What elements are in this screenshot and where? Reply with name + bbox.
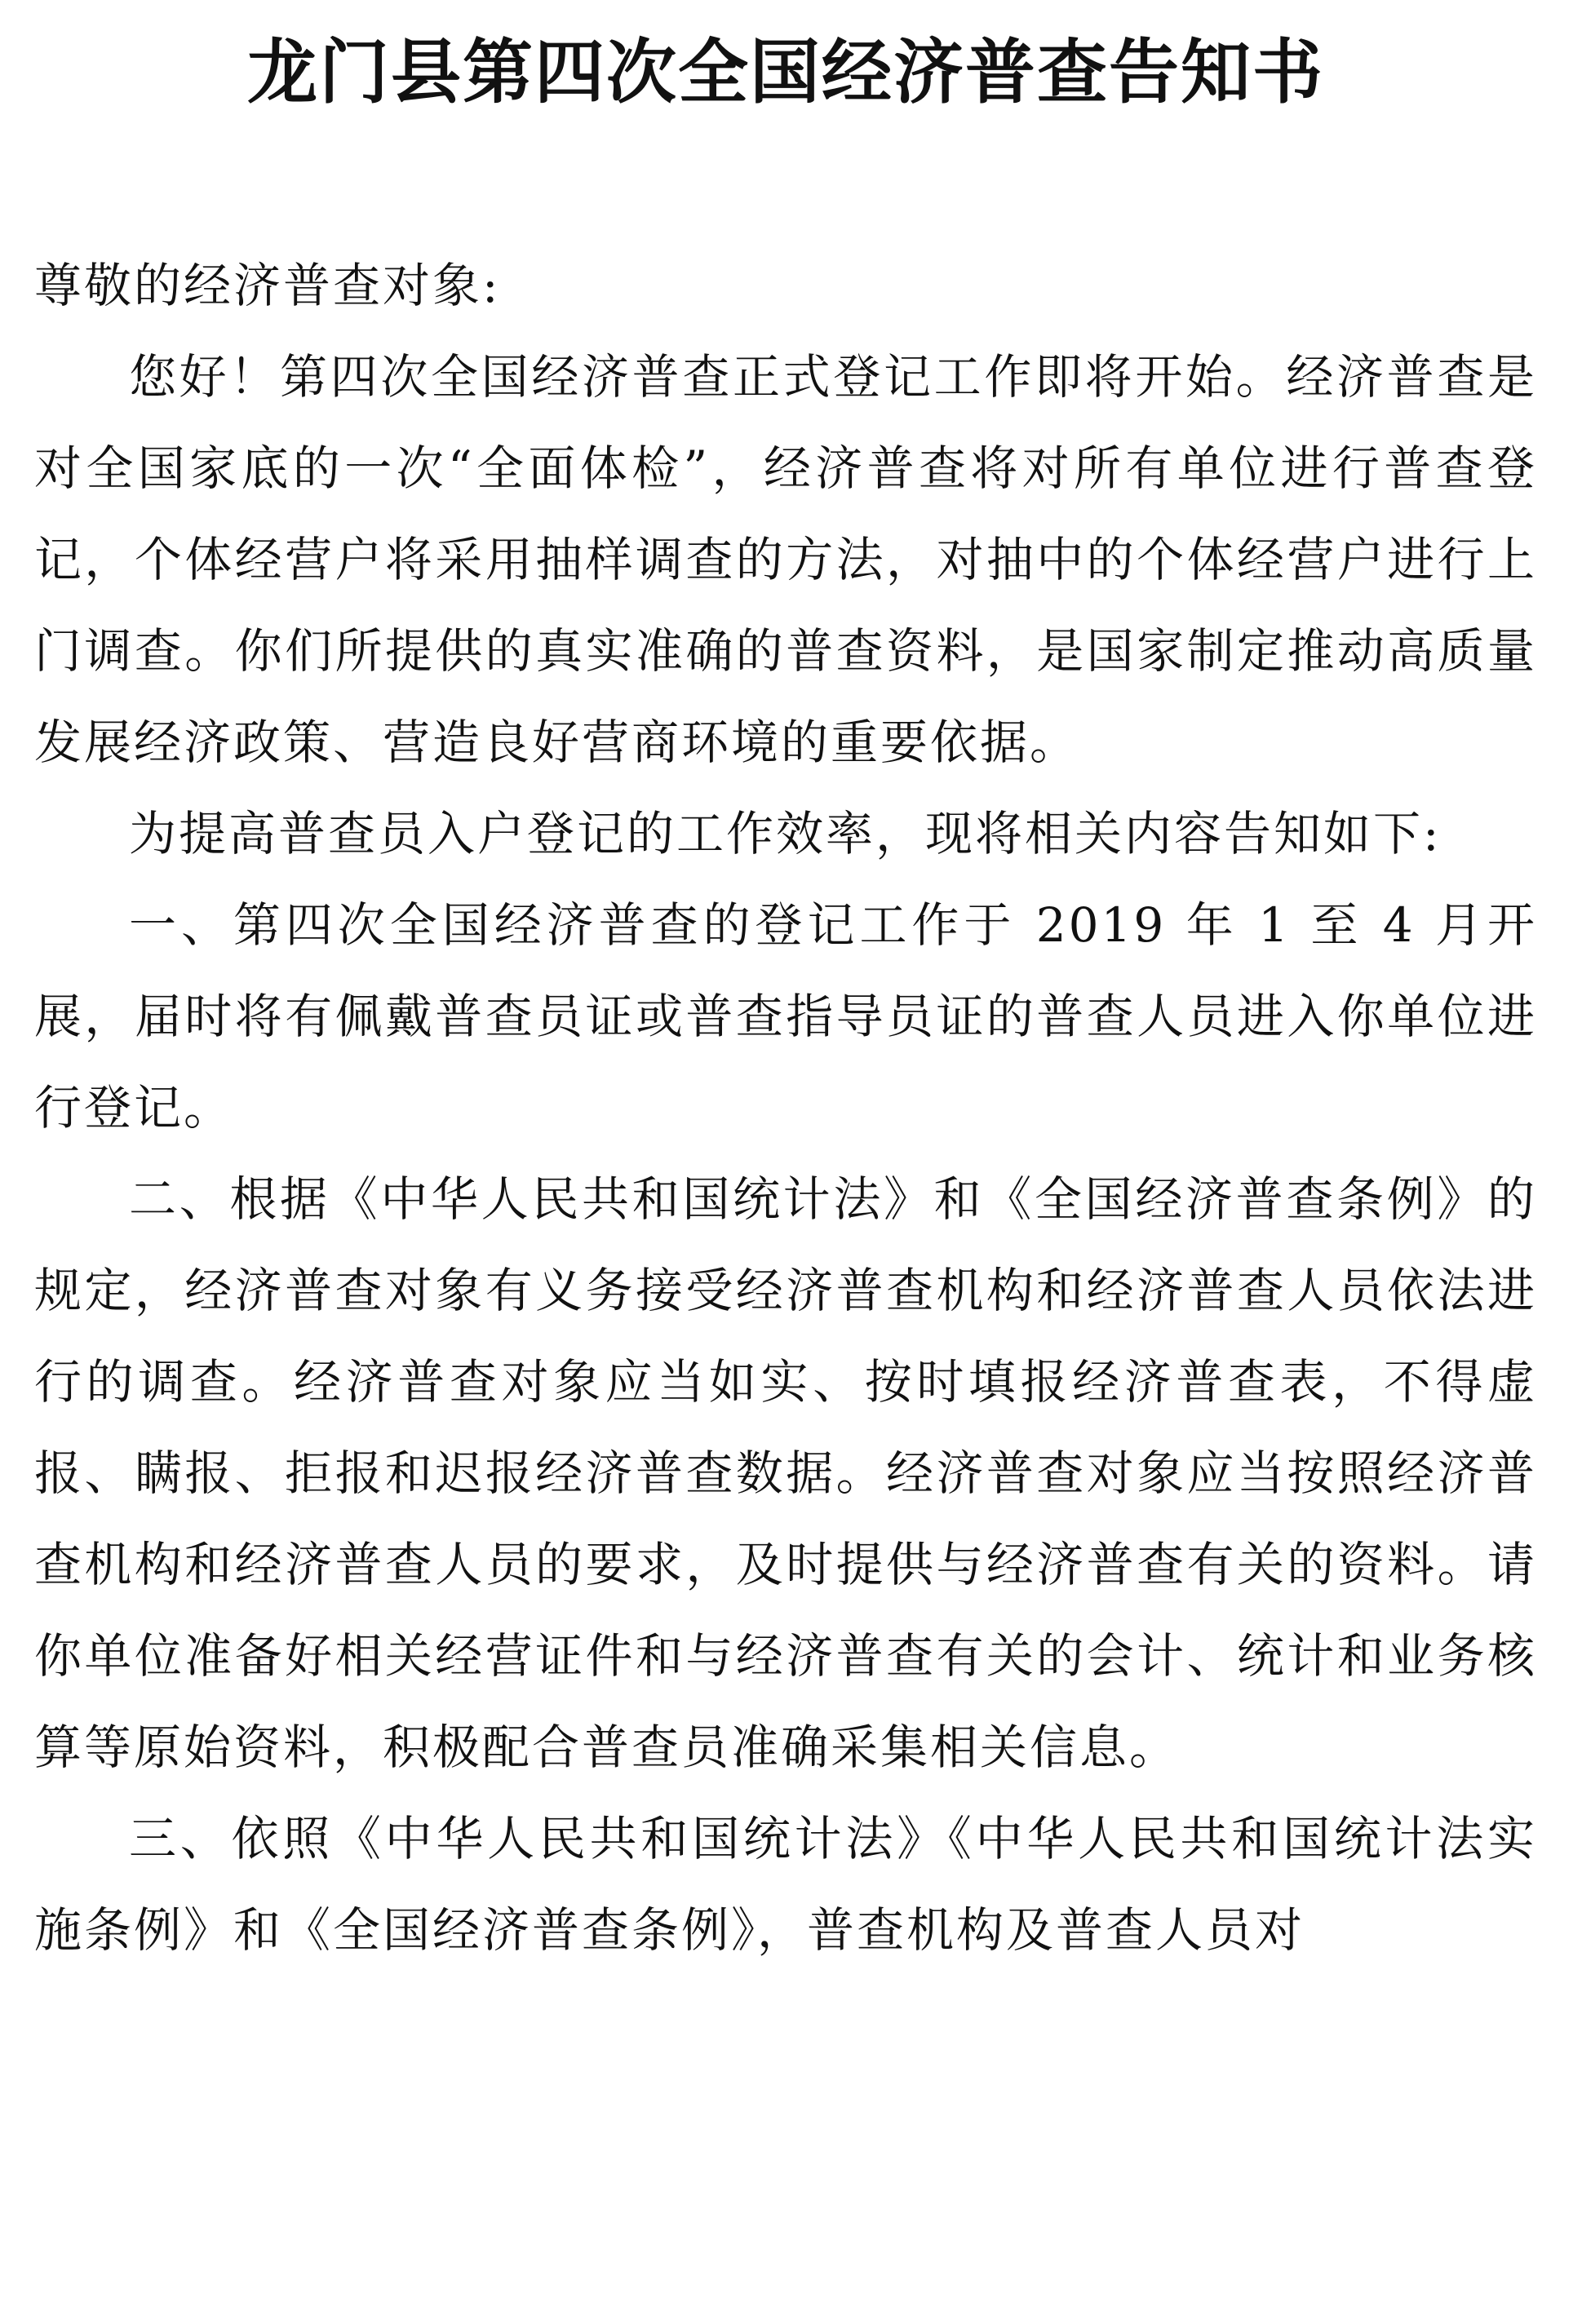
paragraph-item-3: 三、依照《中华人民共和国统计法》《中华人民共和国统计法实施条例》和《全国经济普查条例》，普查机构及普查人员对 (34, 1811, 1537, 1958)
paragraph-intro: 为提高普查员入户登记的工作效率，现将相关内容告知如下: (129, 806, 1442, 861)
salutation: 尊敬的经济普查对象: (34, 258, 501, 313)
document-title: 龙门县第四次全国经济普查告知书 (247, 31, 1324, 113)
paragraph-item-2: 二、根据《中华人民共和国统计法》和《全国经济普查条例》的规定，经济普查对象有义务接受经济普查机构和经济普查人员依法进行的调查。经济普查对象应当如实、按时填报经济普查表，不得虚报、瞒报、拒报和迟报经济普查数据。经济普查对象应当按照经济普查机构和经济普查人员的要求，及时提供与经济普查有关的资料。请你单位准备好相关经营证件和与经济普查有关的会计、统计和业务核算等原始资料，积极配合普查员准确采集相关信息。 (34, 1171, 1537, 1775)
paragraph-item-1: 一、第四次全国经济普查的登记工作于 2019 年 1 至 4 月开展，届时将有佩戴普查员证或普查指导员证的普查人员进入你单位进行登记。 (34, 897, 1537, 1135)
paragraph-greeting: 您好！第四次全国经济普查正式登记工作即将开始。经济普查是对全国家底的一次“全面体检”，经济普查将对所有单位进行普查登记，个体经营户将采用抽样调查的方法，对抽中的个体经营户进行上门调查。你们所提供的真实准确的普查资料，是国家制定推动高质量发展经济政策、营造良好营商环境的重要依据。 (34, 349, 1537, 770)
